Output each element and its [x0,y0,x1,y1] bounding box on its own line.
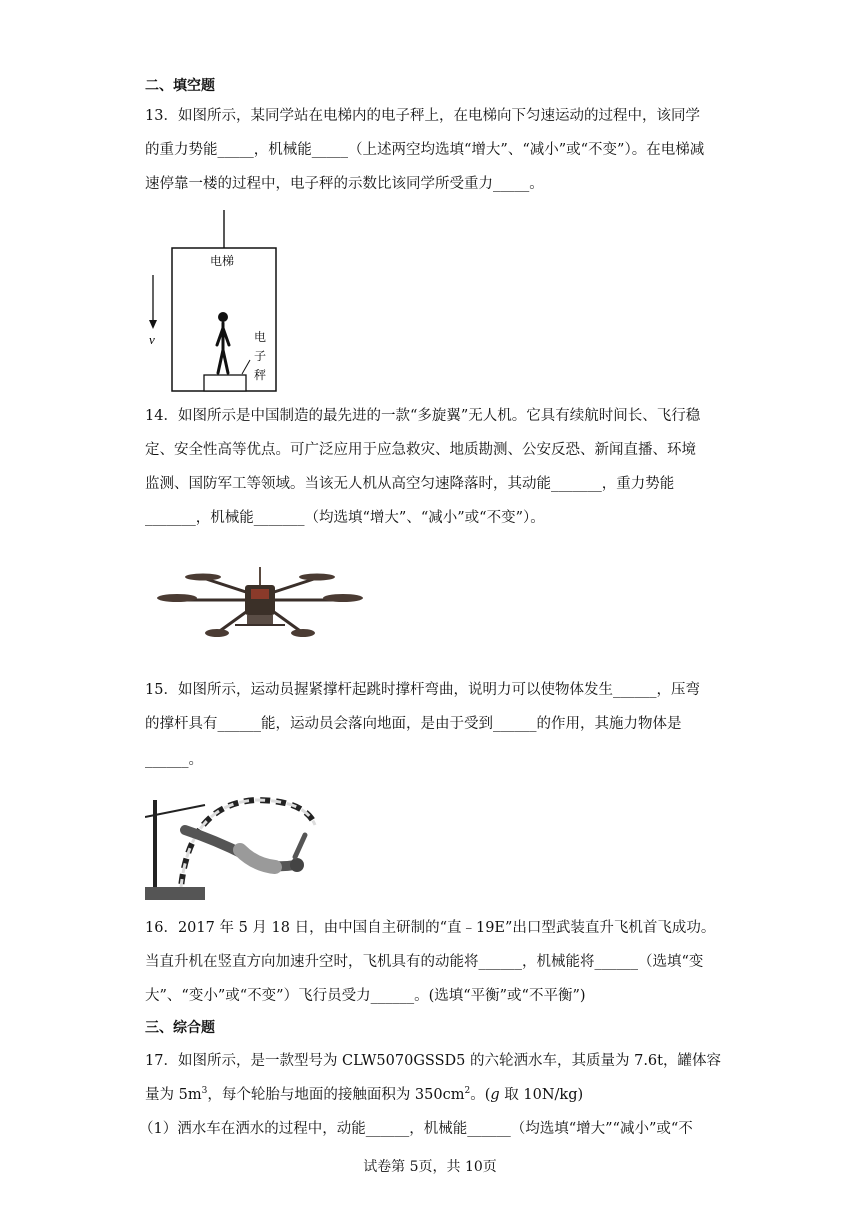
q17-sub-1: （1）洒水车在洒水的过程中，动能______，机械能______（均选填“增大”“减小”或“不 [139,1121,693,1137]
q13-line-3: 速停靠一楼的过程中，电子秤的示数比该同学所受重力_____。 [145,176,544,192]
cubic-superscript: 3 [201,1086,208,1097]
electronic-scale [204,375,246,391]
q15-line-3: ______。 [145,752,203,768]
q13-line-2: 的重力势能_____，机械能_____（上述两空均选填“增大”、“减小”或“不变”）。在电梯减 [145,142,705,158]
gravity-symbol: g [490,1087,500,1103]
drone-photo [155,555,365,645]
q16-line-3: 大”、“变小”或“不变”）飞行员受力______。(选填“平衡”或“不平衡”) [145,988,586,1004]
square-superscript: 2 [464,1086,471,1097]
q17-line-2-part-b: ，每个轮胎与地面的接触面积为 350cm [207,1087,465,1103]
q17-line-2-part-c: 。( [470,1087,491,1103]
elevator-label: 电梯 [210,254,235,268]
q17-line-2-part-a: 量为 5m [145,1087,202,1103]
stick-figure [217,312,229,373]
scale-label-3: 秤 [254,368,267,382]
scale-label-1: 电 [254,330,267,344]
q14-line-4: _______，机械能_______（均选填“增大”、“减小”或“不变”）。 [145,510,545,526]
scale-pointer-line [242,360,250,374]
section-heading-fill-in: 二、填空题 [145,78,215,94]
q17-line-2-part-d: 取 10N/kg) [499,1087,584,1103]
page-footer: 试卷第 5页，共 10页 [363,1159,497,1175]
q16-line-2: 当直升机在竖直方向加速升空时，飞机具有的动能将______，机械能将______（选填“变 [145,954,704,970]
q15-line-2: 的撑杆具有______能，运动员会落向地面，是由于受到______的作用，其施力物体是 [145,716,682,732]
q14-line-3: 监测、国防军工等领域。当该无人机从高空匀速降落时，其动能_______，重力势能 [145,476,675,492]
scale-label-2: 子 [254,349,267,363]
q17-line-2 [145,1085,583,1105]
q14-line-1: 14．如图所示是中国制造的最先进的一款“多旋翼”无人机。它具有续航时间长、飞行稳 [145,408,701,424]
pole-vault-photo [145,795,325,900]
q13-line-1: 13．如图所示，某同学站在电梯内的电子秤上，在电梯向下匀速运动的过程中，该同学 [145,108,700,124]
athlete [185,830,305,872]
q14-line-2: 定、安全性高等优点。可广泛应用于应急救灾、地质勘测、公安反恐、新闻直播、环境 [145,442,696,458]
q17-line-1: 17．如图所示，是一款型号为 CLW5070GSSD5 的六轮洒水车，其质量为 7.6t，罐体容 [145,1053,721,1069]
velocity-arrowhead [149,320,157,329]
q15-line-1: 15．如图所示，运动员握紧撑杆起跳时撑杆弯曲，说明力可以使物体发生______，压弯 [145,682,700,698]
section-heading-comprehensive: 三、综合题 [145,1020,215,1036]
q16-line-1: 16．2017 年 5 月 18 日，由中国自主研制的“直﹣19E”出口型武装直升飞机首飞成功。 [145,920,716,936]
elevator-figure [140,210,290,395]
velocity-label: v [149,332,155,347]
